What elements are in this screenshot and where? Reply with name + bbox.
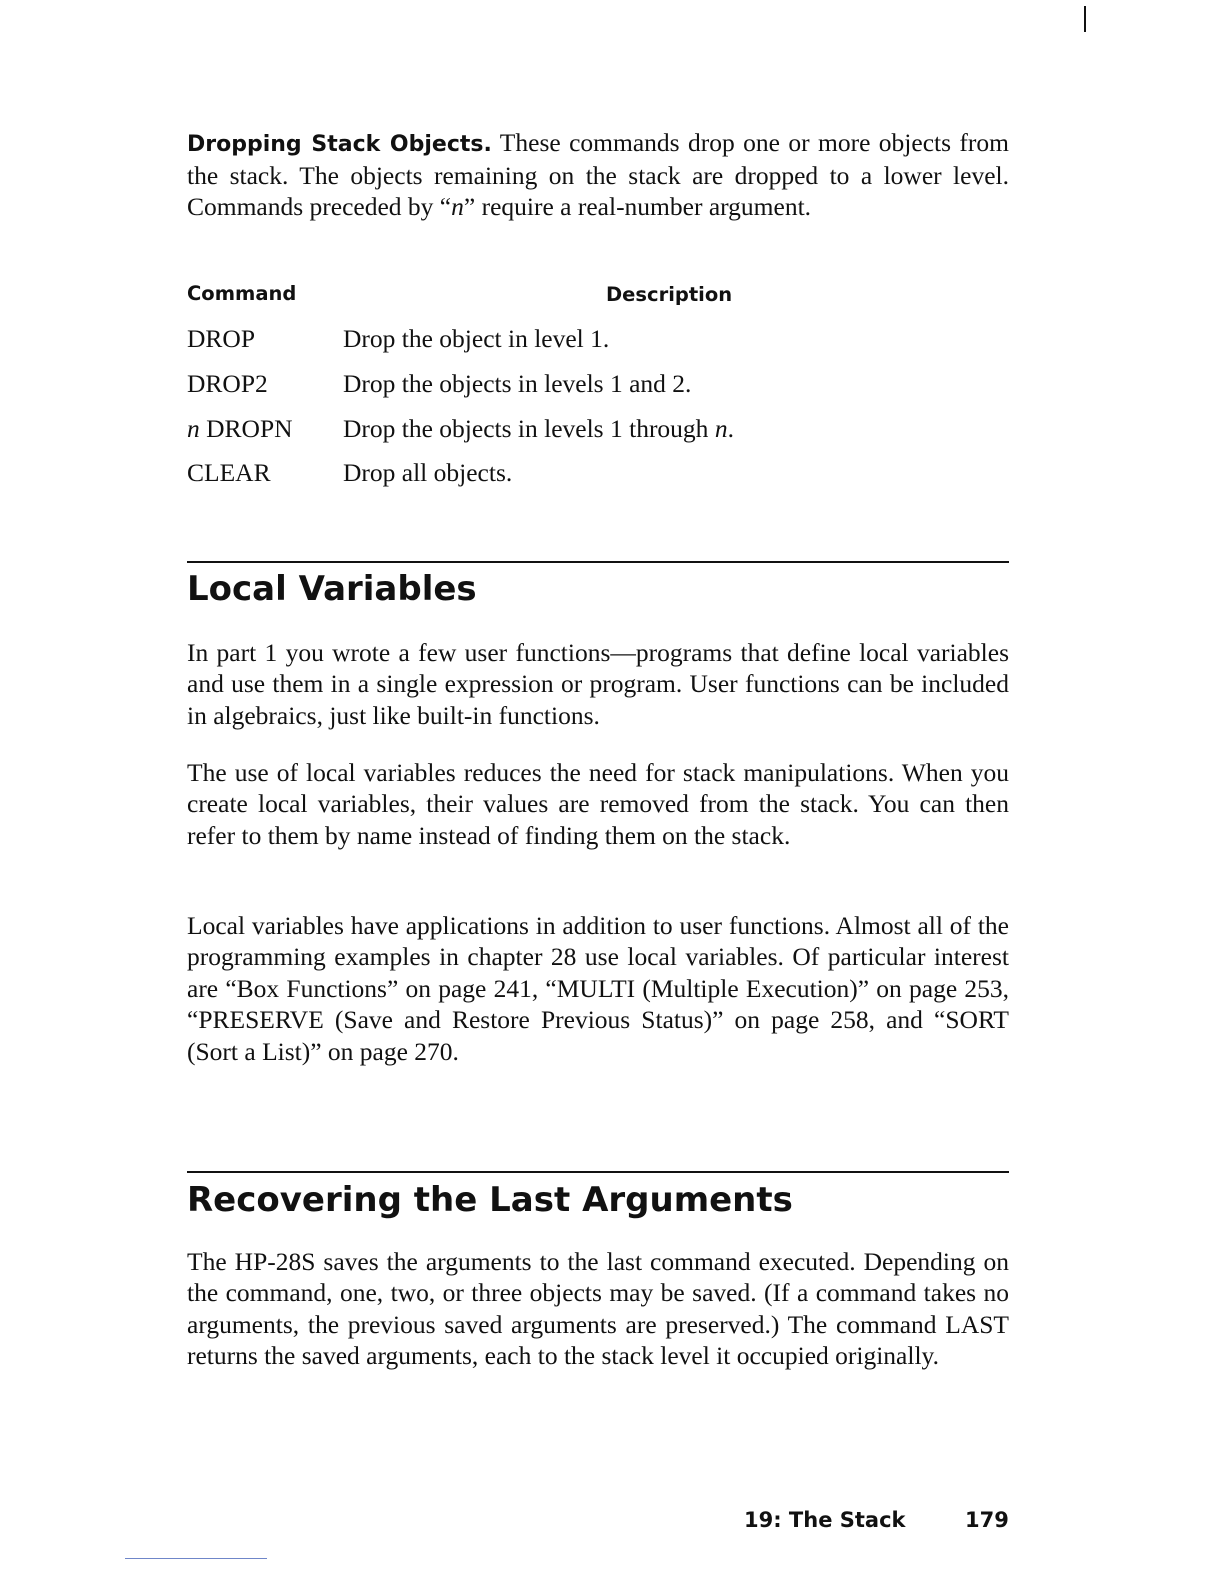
command-description: Drop the object in level 1. [343, 324, 610, 353]
page-number: 179 [965, 1508, 1009, 1532]
table-row [187, 322, 1009, 356]
command-description-end: . [727, 414, 734, 443]
intro-lead-heading: Dropping Stack Objects. [187, 132, 492, 157]
table-row [187, 367, 1009, 401]
command-name [187, 412, 293, 446]
section-divider [187, 561, 1009, 563]
body-paragraph: The HP-28S saves the arguments to the last command executed. Depending on the command, one, two, or three objects may be saved. (If a command takes no arguments, the previous saved arguments are preserved.) The command LAST returns the saved arguments, each to the stack level it occupied originally. [187, 1247, 1009, 1371]
body-paragraph: Local variables have applications in addition to user functions. Almost all of the programming examples in chapter 28 use local variables. Of particular interest are “Box Functions” on page 241, “MULTI (Multiple Execution)” on page 253, “PRESERVE (Save and Restore Previous Status)” on page 258, and “SORT (Sort a List)” on page 270. [187, 911, 1009, 1066]
scan-artifact-line [125, 1558, 267, 1559]
command-description-text: Drop the objects in levels 1 through [343, 414, 715, 443]
table-row [187, 456, 1009, 490]
table-row [187, 412, 1009, 446]
binding-mark [1084, 6, 1086, 32]
section-heading-local-variables: Local Variables [187, 569, 477, 609]
command-name: DROP2 [187, 369, 268, 398]
command-name-text: DROPN [199, 414, 293, 443]
body-paragraph: In part 1 you wrote a few user functions—programs that define local variables and use them in a single expression or program. User functions can be included in algebraics, just like built-in functions. [187, 638, 1009, 730]
command-name: CLEAR [187, 458, 271, 487]
command-description [343, 412, 734, 446]
intro-text: These commands drop one or more objects from the stack. The objects remaining on the stack are dropped to a lower level. Commands preceded by “ [187, 128, 1009, 222]
body-paragraph: The use of local variables reduces the need for stack manipulations. When you create local variables, their values are removed from the stack. You can then refer to them by name instead of finding them on the stack. [187, 758, 1009, 850]
command-n-prefix: n [187, 414, 200, 443]
command-description: Drop all objects. [343, 458, 513, 487]
document-page [187, 0, 1009, 1584]
command-description: Drop the objects in levels 1 and 2. [343, 369, 692, 398]
section-divider [187, 1171, 1009, 1173]
intro-paragraph [187, 127, 1009, 223]
command-name: DROP [187, 324, 256, 353]
footer-section-title: 19: The Stack [744, 1508, 906, 1532]
table-header-command: Command [187, 282, 297, 305]
table-header-description: Description [606, 283, 733, 306]
intro-text-end: ” require a real-number argument. [463, 192, 812, 222]
section-heading-last-arguments: Recovering the Last Arguments [187, 1180, 793, 1220]
command-description-n: n [714, 414, 728, 443]
intro-n-symbol: n [451, 192, 464, 222]
